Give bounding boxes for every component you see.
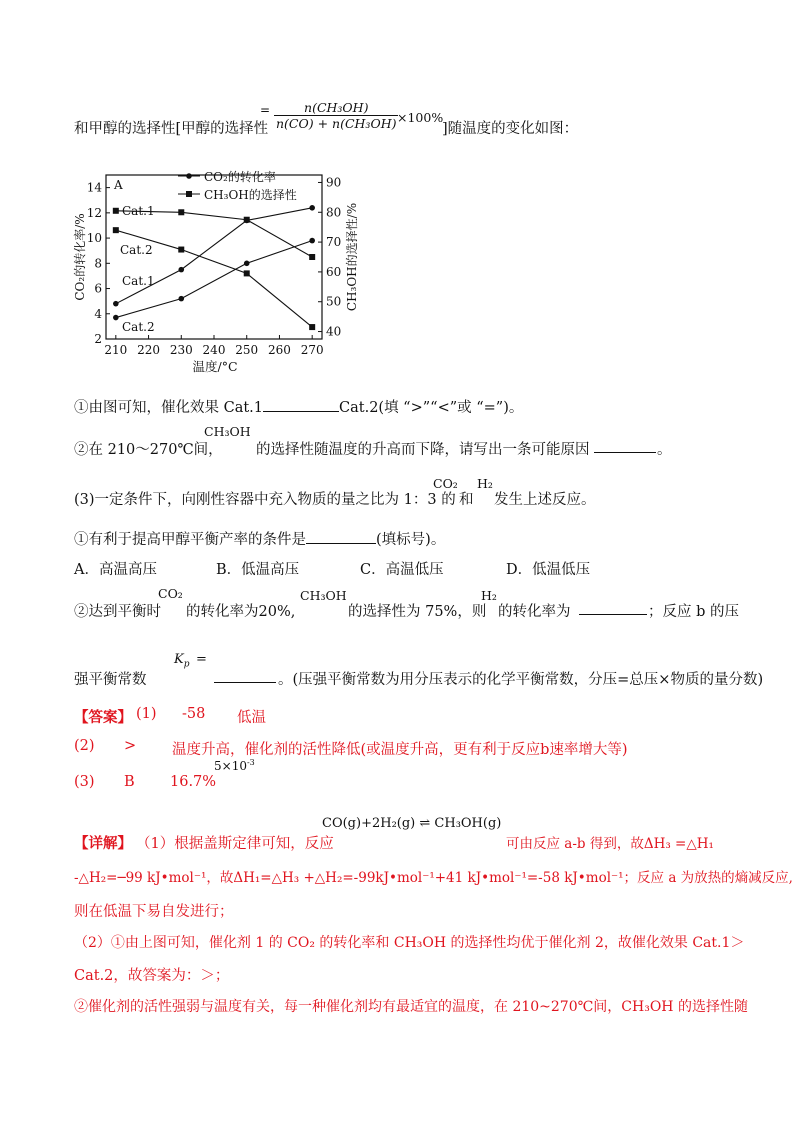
q3-co2: CO₂ <box>433 476 458 491</box>
options-line <box>74 558 634 578</box>
q3-h2: H₂ <box>477 476 493 491</box>
data-point <box>309 238 315 244</box>
curve-label: Cat.2 <box>122 320 155 334</box>
fraction-denominator: n(CO) + n(CH₃OH) <box>276 116 397 131</box>
q1-line <box>74 396 523 417</box>
q3-line <box>74 476 734 510</box>
detail-line-4: （2）①由上图可知，催化剂 1 的 CO₂ 的转化率和 CH₃OH 的选择性均优于催化剂 2，故催化效果 Cat.1＞ <box>74 935 745 951</box>
data-point <box>178 209 184 215</box>
detail-line-1 <box>74 812 734 852</box>
conversion-selectivity-chart <box>70 165 360 380</box>
detail-line-2: -△H₂=─99 kJ•mol⁻¹，故ΔH₁=△H₃ +△H₂=-99kJ•mol⁻¹+41 kJ•mol⁻¹=-58 kJ•mol⁻¹；反应 a 为放热的熵减反应, <box>74 870 793 886</box>
formula-lead: 和甲醇的选择性[甲醇的选择性 <box>74 121 269 137</box>
q3-2-ch3oh: CH₃OH <box>300 588 347 603</box>
answer-3-a: B <box>124 774 135 790</box>
x-tick-label: 250 <box>235 343 259 357</box>
detail-line-6: ②催化剂的活性强弱与温度有关，每一种催化剂均有最适宜的温度，在 210~270℃间，CH₃OH 的选择性随 <box>74 999 748 1015</box>
q3-1-blank[interactable] <box>306 529 376 544</box>
y-left-tick-label: 8 <box>94 256 102 271</box>
q2-text-b: 的选择性随温度的升高而下降，请写出一条可能原因 <box>256 442 590 458</box>
answer-3-b: 16.7% <box>170 774 217 790</box>
q3-text-b: 发生上述反应。 <box>494 492 596 508</box>
answer-2-b: 温度升高，催化剂的活性降低(或温度升高，更有利于反应b速率增大等) <box>172 742 628 758</box>
detail-text-1b: 可由反应 a-b 得到，故ΔH₃ =△H₁ <box>506 836 714 852</box>
q3-2-co2: CO₂ <box>158 586 183 601</box>
x-tick-label: 230 <box>169 343 193 357</box>
q3-1-text-b: (填标号)。 <box>376 532 446 548</box>
panel-label: A <box>114 178 123 192</box>
curve-label: Cat.2 <box>120 243 153 257</box>
q2-text-a: ②在 210～270℃间， <box>74 442 223 458</box>
data-point <box>178 296 184 302</box>
data-point <box>309 254 315 260</box>
detail-line-5: Cat.2，故答案为：＞； <box>74 968 230 984</box>
legend-marker-conversion <box>186 173 192 179</box>
q3-and: 和 <box>459 492 474 508</box>
q1-text-b: Cat.2(填 “>”“<”或 “=”)。 <box>339 400 524 416</box>
y-left-tick-label: 12 <box>86 205 102 220</box>
y-right-tick-label: 60 <box>326 264 342 279</box>
detail-tag: 【详解】 <box>74 835 132 852</box>
data-point <box>309 205 315 211</box>
data-point <box>244 270 250 276</box>
answer-kp-value <box>214 758 255 773</box>
y-left-tick-label: 14 <box>86 180 102 195</box>
q2-line <box>74 424 734 458</box>
y-right-axis-label: CH₃OH的选择性/% <box>345 202 359 312</box>
data-point <box>113 301 119 307</box>
q2-blank[interactable] <box>594 438 656 453</box>
kp-eq: = <box>196 652 207 667</box>
formula-times: ×100% <box>397 110 444 125</box>
option-d: D．低温低压 <box>506 562 591 578</box>
data-point <box>113 315 119 321</box>
q2-end: 。 <box>657 442 672 458</box>
kp-blank[interactable] <box>214 668 276 683</box>
formula-eq: = <box>260 103 271 117</box>
data-point <box>178 247 184 253</box>
answer-1-b: 低温 <box>237 710 266 726</box>
answer-1-a: -58 <box>182 706 206 722</box>
y-right-tick-label: 40 <box>326 324 342 339</box>
y-right-tick-label: 80 <box>326 205 342 220</box>
y-left-tick-label: 6 <box>94 281 102 296</box>
q2-chem: CH₃OH <box>204 424 251 439</box>
kp-symbol-sub: p <box>183 659 190 670</box>
x-tick-label: 270 <box>300 343 324 357</box>
data-point <box>113 208 119 214</box>
q3-1-line <box>74 528 445 549</box>
x-tick-label: 240 <box>202 343 226 357</box>
formula-tail: ]随温度的变化如图： <box>442 121 579 137</box>
q3-2-text-a: ②达到平衡时 <box>74 604 161 620</box>
option-a: A．高温高压 <box>74 562 157 578</box>
kp-symbol-k: K <box>174 652 184 667</box>
data-point <box>178 267 184 273</box>
y-right-tick-label: 70 <box>326 235 342 250</box>
data-point <box>309 324 315 330</box>
answer-row-2 <box>74 738 694 758</box>
q3-1-text-a: ①有利于提高甲醇平衡产率的条件是 <box>74 532 306 548</box>
detail-equation: CO(g)+2H₂(g) ⇌ CH₃OH(g) <box>322 816 502 831</box>
x-tick-label: 260 <box>268 343 291 357</box>
q3-2-line <box>74 586 739 622</box>
q3-2-h2: H₂ <box>481 588 497 603</box>
q3-2-text-e: ；反应 b 的压 <box>648 604 739 620</box>
answer-2-a: > <box>124 738 137 754</box>
answer-3-num: (3) <box>74 774 95 790</box>
q1-text-a: ①由图可知，催化效果 Cat.1 <box>74 400 264 416</box>
q3-text-a: (3)一定条件下，向刚性容器中充入物质的量之比为 1：3 的 <box>74 492 456 508</box>
kp-text-a: 强平衡常数 <box>74 672 147 688</box>
curve-label: Cat.1 <box>122 204 155 218</box>
fraction-numerator: n(CH₃OH) <box>274 100 398 116</box>
option-b: B．低温高压 <box>216 562 300 578</box>
kp-line <box>74 650 764 688</box>
y-left-tick-label: 10 <box>86 231 102 246</box>
selectivity-fraction <box>274 100 398 131</box>
data-point <box>244 261 250 267</box>
curve-label: Cat.1 <box>122 274 155 288</box>
kp-symbol <box>174 652 189 670</box>
x-tick-label: 220 <box>137 343 160 357</box>
answer-2-num: (2) <box>74 738 95 754</box>
y-left-axis-label: CO₂的转化率/% <box>73 213 87 301</box>
detail-text-1a: （1）根据盖斯定律可知，反应 <box>136 836 334 852</box>
answer-kp-mantissa: 5×10 <box>214 759 247 773</box>
legend-label-conversion: CO₂的转化率 <box>204 170 276 184</box>
answer-row-3 <box>74 758 474 794</box>
y-right-tick-label: 90 <box>326 175 342 190</box>
q1-blank[interactable] <box>263 397 339 412</box>
q3-2-text-b: 的转化率为20%, <box>186 604 296 620</box>
y-left-tick-label: 4 <box>94 306 102 321</box>
data-point <box>244 217 250 223</box>
x-axis-label: 温度/°C <box>192 359 238 374</box>
option-c: C．高温低压 <box>360 562 444 578</box>
y-right-tick-label: 50 <box>326 294 342 309</box>
answer-row-1 <box>74 706 474 726</box>
q3-2-text-d: 的转化率为 <box>498 604 571 620</box>
q3-2-blank[interactable] <box>579 600 647 615</box>
kp-text-b: 。(压强平衡常数为用分压表示的化学平衡常数，分压=总压×物质的量分数) <box>278 672 764 688</box>
legend-label-selectivity: CH₃OH的选择性 <box>204 188 297 202</box>
answer-1-num: (1) <box>136 706 157 722</box>
detail-line-3: 则在低温下易自发进行； <box>74 904 234 920</box>
y-left-tick-label: 2 <box>94 332 102 346</box>
q3-2-text-c: 的选择性为 75%，则 <box>348 604 487 620</box>
answer-kp-exponent: -3 <box>246 758 255 767</box>
x-tick-label: 210 <box>104 343 128 357</box>
answer-tag: 【答案】 <box>74 709 132 726</box>
data-point <box>113 227 119 233</box>
legend-marker-selectivity <box>186 191 192 197</box>
